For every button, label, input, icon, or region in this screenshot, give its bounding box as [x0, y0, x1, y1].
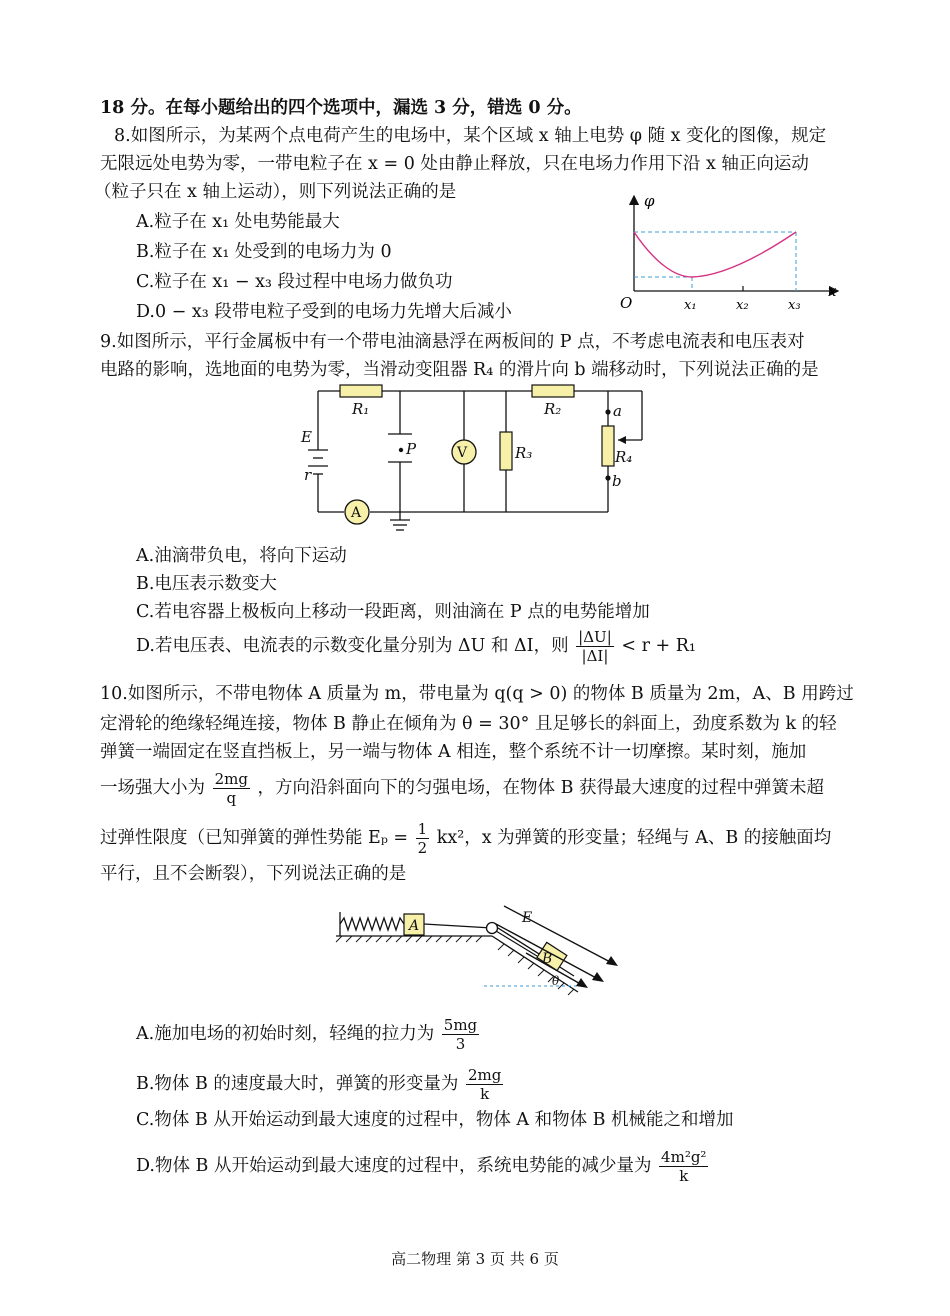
q10-stem-line-3: 弹簧一端固定在竖直挡板上，另一端与物体 A 相连，整个系统不计一切摩擦。某时刻，施加	[100, 742, 807, 762]
q10-stem-line-6: 平行，且不会断裂），下列说法正确的是	[100, 864, 407, 884]
q10-option-b	[136, 1066, 505, 1103]
r3-label: R₃	[515, 444, 533, 462]
fraction-denominator: k	[679, 1167, 689, 1185]
fraction-denominator: q	[226, 789, 237, 807]
r2-label: R₂	[544, 400, 562, 418]
origin-label: O	[620, 294, 633, 312]
angle-label: θ	[552, 974, 560, 988]
q9-stem-line-2: 电路的影响，选地面的电势为零，当滑动变阻器 R₄ 的滑片向 b 端移动时，下列说法正确的是	[100, 360, 819, 380]
q10-option-b-text: B.物体 B 的速度最大时，弹簧的形变量为	[136, 1074, 459, 1094]
q10-option-d	[136, 1148, 710, 1185]
q8-option-b: B.粒子在 x₁ 处受到的电场力为 0	[136, 242, 392, 262]
q10-option-a	[136, 1016, 481, 1053]
q9-option-d-text: D.若电压表、电流表的示数变化量分别为 ΔU 和 ΔI，则	[136, 636, 569, 656]
q10-option-d-text: D.物体 B 从开始运动到最大速度的过程中，系统电势能的减少量为	[136, 1156, 652, 1176]
voltmeter-label: V	[457, 445, 468, 461]
terminal-a-label: a	[613, 402, 622, 420]
fraction-numerator: 4m²g²	[661, 1148, 707, 1166]
q9-stem-line-1: 9.如图所示，平行金属板中有一个带电油滴悬浮在两板间的 P 点，不考虑电流表和电压表对	[100, 332, 805, 352]
q10-option-d-fraction	[659, 1148, 708, 1185]
fraction-denominator: 3	[455, 1035, 466, 1053]
fraction-denominator: k	[480, 1085, 490, 1103]
q10-line5-tail: kx²，x 为弹簧的形变量；轻绳与 A、B 的接触面均	[436, 828, 832, 848]
q10-line5-text: 过弹性限度（已知弹簧的弹性势能 Eₚ =	[100, 828, 409, 848]
q9-option-d-fraction	[576, 628, 614, 665]
fraction-numerator: 2mg	[468, 1066, 502, 1084]
q9-option-d	[136, 628, 696, 665]
q9-option-b: B.电压表示数变大	[136, 574, 277, 594]
q10-line4-text: 一场强大小为	[100, 778, 205, 798]
q10-option-c: C.物体 B 从开始运动到最大速度的过程中，物体 A 和物体 B 机械能之和增加	[136, 1110, 734, 1130]
tick-label-x1: x₁	[684, 298, 697, 313]
fraction-numerator: 2mg	[214, 770, 248, 788]
q8-stem-line-2: 无限远处电势为零，一带电粒子在 x = 0 处由静止释放，只在电场力作用下沿 x 轴正向运动	[100, 154, 809, 174]
block-b-label: B	[542, 951, 553, 967]
q10-stem-line-2: 定滑轮的绝缘轻绳连接，物体 B 静止在倾角为 θ = 30° 且足够长的斜面上，劲度系数为 k 的轻	[100, 714, 837, 734]
field-strength-fraction	[213, 770, 250, 807]
q10-incline-diagram	[330, 898, 630, 1002]
q10-stem-line-5	[100, 820, 831, 857]
q8-potential-graph	[600, 188, 850, 318]
oil-drop-dot	[399, 448, 403, 452]
q9-option-d-tail: < r + R₁	[621, 636, 696, 656]
page-footer: 高二物理 第 3 页 共 6 页	[391, 1250, 559, 1268]
field-label: E	[522, 910, 533, 926]
rheostat-r4	[602, 426, 614, 466]
q8-option-d: D.0 − x₃ 段带电粒子受到的电场力先增大后减小	[136, 302, 512, 322]
resistor-r3	[500, 432, 512, 470]
internal-resistance-label: r	[304, 466, 312, 484]
fraction-denominator: 2	[417, 839, 428, 857]
emf-label: E	[301, 428, 312, 446]
q10-option-b-fraction	[466, 1066, 503, 1103]
q8-stem-line-1: 8.如图所示，为某两个点电荷产生的电场中，某个区域 x 轴上电势 φ 随 x 变化的图像，规定	[114, 126, 827, 146]
point-p-label: P	[406, 440, 417, 458]
x-axis-label: x	[828, 282, 837, 300]
y-axis-label: φ	[644, 192, 655, 210]
r1-label: R₁	[352, 400, 370, 418]
terminal-b-label: b	[612, 472, 622, 490]
q9-option-a: A.油滴带负电，将向下运动	[136, 546, 347, 566]
fraction-numerator: 1	[417, 820, 428, 838]
tick-label-x2: x₂	[736, 298, 749, 313]
fraction-denominator: |ΔI|	[581, 647, 609, 665]
q10-stem-line-1: 10.如图所示，不带电物体 A 质量为 m，带电量为 q(q > 0) 的物体 B 质量为 2m，A、B 用跨过	[100, 684, 854, 704]
q10-option-a-text: A.施加电场的初始时刻，轻绳的拉力为	[136, 1024, 435, 1044]
half-fraction	[416, 820, 430, 857]
q9-circuit-diagram	[296, 382, 656, 542]
q8-option-c: C.粒子在 x₁ − x₃ 段过程中电场力做负功	[136, 272, 453, 292]
r4-label: R₄	[615, 448, 633, 466]
fraction-numerator: |ΔU|	[578, 628, 612, 646]
resistor-r1	[340, 385, 382, 397]
resistor-r2	[532, 385, 574, 397]
potential-curve	[634, 232, 796, 277]
q10-stem-line-4	[100, 770, 824, 807]
q10-line4-tail: ，方向沿斜面向下的匀强电场，在物体 B 获得最大速度的过程中弹簧未超	[257, 778, 825, 798]
pulley	[487, 923, 498, 934]
ammeter-label: A	[351, 505, 362, 521]
q8-stem-line-3: （粒子只在 x 轴上运动），则下列说法正确的是	[94, 182, 457, 202]
q8-option-a: A.粒子在 x₁ 处电势能最大	[136, 212, 340, 232]
tick-label-x3: x₃	[788, 298, 801, 313]
section-header: 18 分。在每小题给出的四个选项中，漏选 3 分，错选 0 分。	[100, 98, 582, 118]
fraction-numerator: 5mg	[443, 1016, 478, 1034]
q10-option-a-fraction	[442, 1016, 479, 1053]
q9-option-c: C.若电容器上极板向上移动一段距离，则油滴在 P 点的电势能增加	[136, 602, 650, 622]
block-a-label: A	[409, 918, 420, 934]
